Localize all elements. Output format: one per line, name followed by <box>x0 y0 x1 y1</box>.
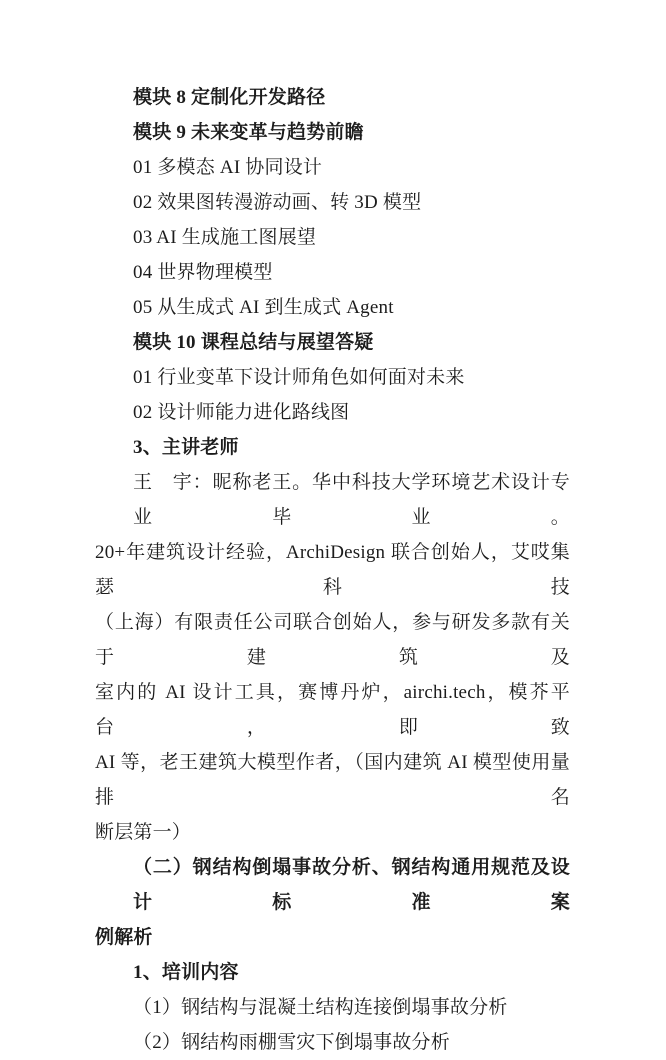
doc-line-section-2-heading-wrap: 例解析 <box>95 927 153 948</box>
doc-line: 04 世界物理模型 <box>133 262 273 283</box>
doc-line-module-8-heading: 模块 8 定制化开发路径 <box>133 87 326 108</box>
doc-line: 断层第一） <box>95 822 192 843</box>
doc-line: 王 宇：昵称老王。华中科技大学环境艺术设计专业毕业。 <box>133 472 570 528</box>
doc-line-module-9-heading: 模块 9 未来变革与趋势前瞻 <box>133 122 364 143</box>
doc-line: 01 多模态 AI 协同设计 <box>133 157 323 178</box>
doc-line: （上海）有限责任公司联合创始人，参与研发多款有关于建筑及 <box>95 612 570 668</box>
doc-line-module-10-heading: 模块 10 课程总结与展望答疑 <box>133 332 374 353</box>
doc-line: 05 从生成式 AI 到生成式 Agent <box>133 297 394 318</box>
doc-line: 03 AI 生成施工图展望 <box>133 227 317 248</box>
doc-line: AI 等，老王建筑大模型作者，（国内建筑 AI 模型使用量排名 <box>95 752 570 808</box>
doc-line: 02 设计师能力进化路线图 <box>133 402 350 423</box>
doc-line: 室内的 AI 设计工具，赛博丹炉，airchi.tech，模芥平台，即致 <box>95 682 570 738</box>
doc-line-lecturer-heading: 3、主讲老师 <box>133 437 239 458</box>
doc-line-section-2-heading: （二）钢结构倒塌事故分析、钢结构通用规范及设计标准案 <box>133 857 570 913</box>
doc-line: 20+年建筑设计经验，ArchiDesign 联合创始人，艾哎集瑟科技 <box>95 542 570 598</box>
doc-line: 02 效果图转漫游动画、转 3D 模型 <box>133 192 422 213</box>
doc-line: （1）钢结构与混凝土结构连接倒塌事故分析 <box>133 997 508 1018</box>
doc-line: （2）钢结构雨棚雪灾下倒塌事故分析 <box>133 1032 450 1053</box>
doc-line: 01 行业变革下设计师角色如何面对未来 <box>133 367 465 388</box>
doc-line-training-heading: 1、培训内容 <box>133 962 239 983</box>
